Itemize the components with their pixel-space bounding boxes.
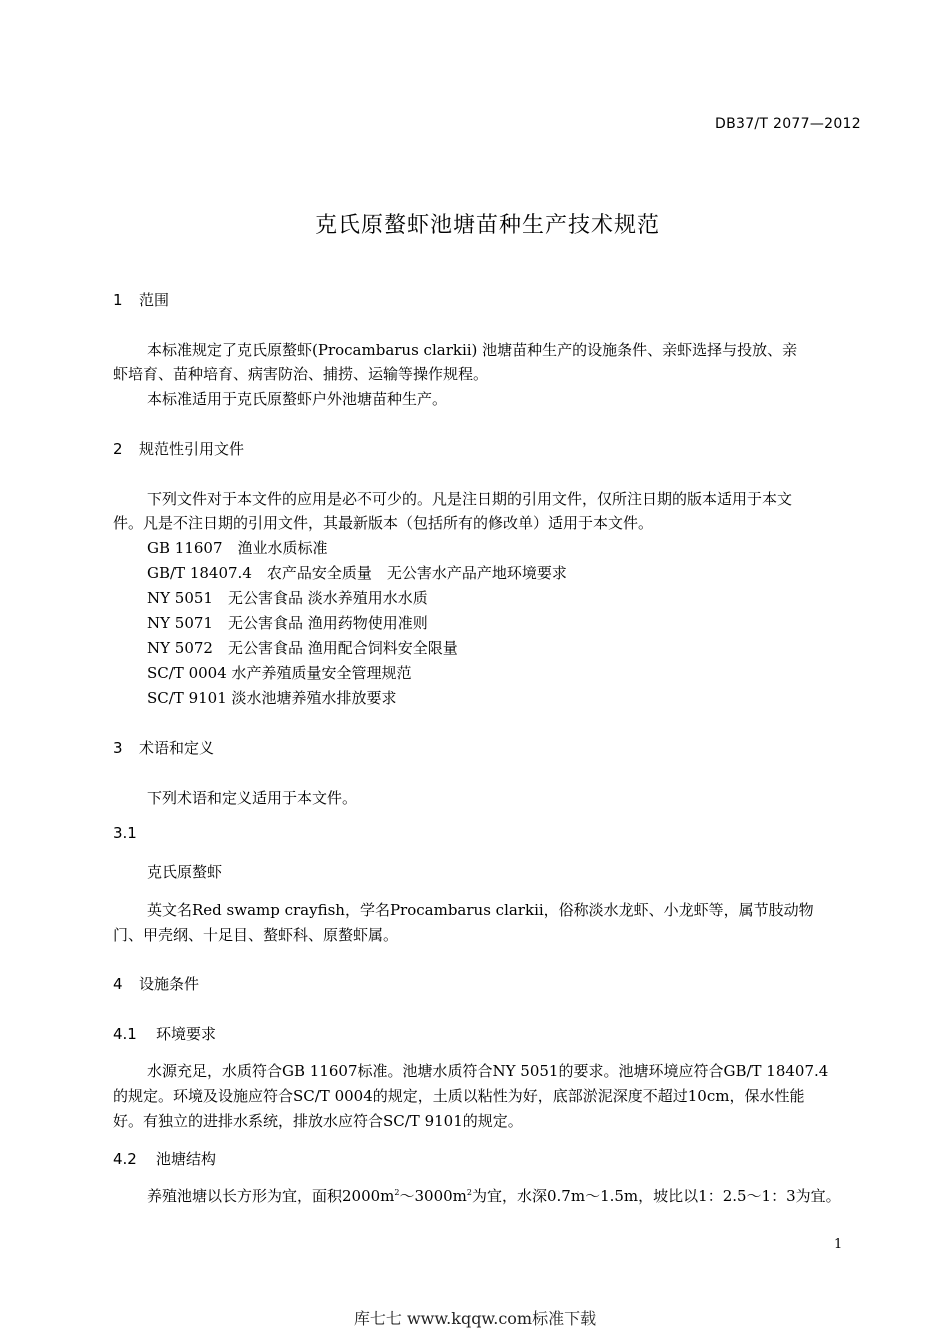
reference-item: GB/T 18407.4 农产品安全质量 无公害水产品产地环境要求: [147, 564, 567, 582]
paragraph-line: 本标准适用于克氏原螯虾户外池塘苗种生产。: [147, 390, 448, 408]
subsection-4-1-heading: [113, 1023, 216, 1044]
subsection-number: 4.2: [113, 1150, 137, 1168]
paragraph-line: 虾培育、苗种培育、病害防治、捕捞、运输等操作规程。: [113, 365, 489, 383]
subsection-title: 池塘结构: [156, 1150, 217, 1168]
footer-watermark: 库七七 www.kqqw.com标准下载: [353, 1309, 597, 1328]
text-fragment: ～3000m: [399, 1187, 467, 1205]
paragraph-line: [147, 1185, 841, 1206]
paragraph-line: 好。有独立的进排水系统，排放水应符合SC/T 9101的规定。: [113, 1112, 523, 1130]
term-name: 克氏原螯虾: [147, 863, 223, 881]
reference-item: NY 5071 无公害食品 渔用药物使用准则: [147, 614, 428, 632]
reference-item: NY 5072 无公害食品 渔用配合饲料安全限量: [147, 639, 458, 657]
superscript: 2: [394, 1188, 400, 1197]
reference-item: SC/T 0004 水产养殖质量安全管理规范: [147, 664, 412, 682]
paragraph-line: 下列文件对于本文件的应用是必不可少的。凡是注日期的引用文件，仅所注日期的版本适用于本文: [147, 490, 793, 508]
reference-item: GB 11607 渔业水质标准: [147, 539, 328, 557]
section-number: 4: [113, 975, 123, 993]
paragraph-line: 英文名Red swamp crayfish，学名Procambarus clarkii，俗称淡水龙虾、小龙虾等，属节肢动物: [147, 901, 814, 919]
section-4-heading: [113, 973, 199, 994]
subsection-4-2-heading: [113, 1148, 216, 1169]
subsection-number: 4.1: [113, 1025, 137, 1043]
section-number: 3: [113, 739, 123, 757]
section-title: 术语和定义: [139, 739, 215, 757]
paragraph-line: 下列术语和定义适用于本文件。: [147, 789, 358, 807]
page-number: 1: [834, 1237, 843, 1252]
section-2-heading: [113, 438, 244, 459]
standard-code: DB37/T 2077—2012: [715, 116, 861, 132]
section-number: 1: [113, 291, 123, 309]
section-title: 范围: [139, 291, 170, 309]
paragraph-line: 件。凡是不注日期的引用文件，其最新版本（包括所有的修改单）适用于本文件。: [113, 514, 654, 532]
reference-item: NY 5051 无公害食品 淡水养殖用水水质: [147, 589, 428, 607]
section-number: 2: [113, 440, 123, 458]
text-fragment: 为宜，水深0.7m～1.5m，坡比以1：2.5～1：3为宜。: [472, 1187, 841, 1205]
superscript: 2: [466, 1188, 472, 1197]
subsection-title: 环境要求: [156, 1025, 217, 1043]
section-3-heading: [113, 737, 214, 758]
text-fragment: 养殖池塘以长方形为宜，面积2000m: [147, 1187, 395, 1205]
paragraph-line: 本标准规定了克氏原螯虾(Procambarus clarkii) 池塘苗种生产的设施条件、亲虾选择与投放、亲: [147, 341, 798, 359]
reference-item: SC/T 9101 淡水池塘养殖水排放要求: [147, 689, 397, 707]
section-title: 规范性引用文件: [139, 440, 245, 458]
subsection-number: 3.1: [113, 824, 137, 842]
section-title: 设施条件: [139, 975, 200, 993]
paragraph-line: 门、甲壳纲、十足目、螯虾科、原螯虾属。: [113, 926, 399, 944]
paragraph-line: 水源充足，水质符合GB 11607标准。池塘水质符合NY 5051的要求。池塘环境应符合GB/T 18407.4: [147, 1062, 829, 1080]
paragraph-line: 的规定。环境及设施应符合SC/T 0004的规定，土质以粘性为好，底部淤泥深度不超过10cm，保水性能: [113, 1087, 805, 1105]
section-1-heading: [113, 289, 169, 310]
document-title: 克氏原螯虾池塘苗种生产技术规范: [314, 213, 660, 238]
